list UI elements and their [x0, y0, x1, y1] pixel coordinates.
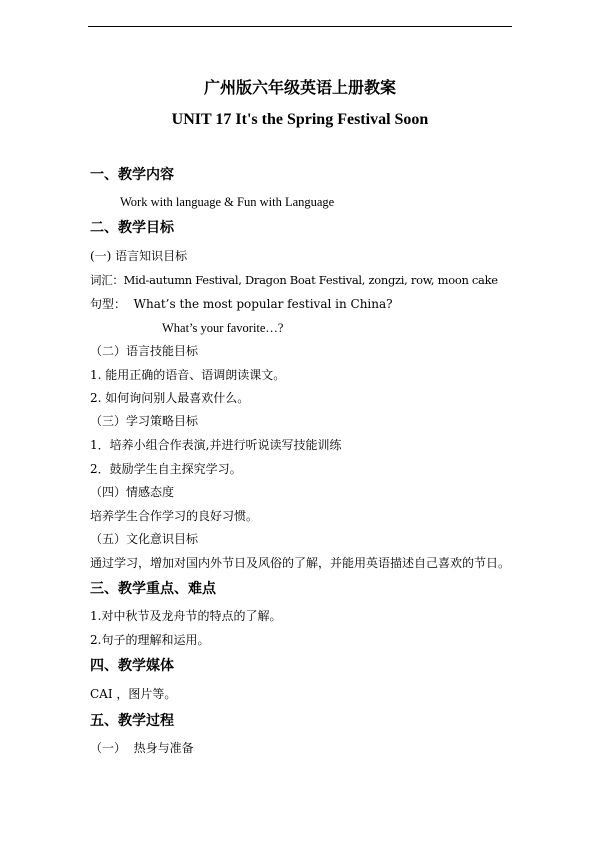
- strategy-item-2: 2．鼓励学生自主探究学习。: [90, 462, 242, 476]
- sentence-pattern-line-2: What’s your favorite…?: [162, 321, 284, 335]
- section-heading-content: 一、教学内容: [90, 167, 174, 183]
- section-heading-media: 四、教学媒体: [90, 658, 174, 674]
- skill-item-1: 1. 能用正确的语音、语调朗读课文。: [90, 368, 286, 382]
- key-point-2: 2.句子的理解和运用。: [90, 633, 210, 647]
- header-rule: [88, 26, 512, 27]
- subheading-attitude: （四）情感态度: [90, 485, 175, 499]
- teaching-content-text: Work with language & Fun with Language: [120, 195, 335, 209]
- section-heading-key-points: 三、教学重点、难点: [90, 581, 216, 597]
- process-step-1: （一） 热身与准备: [90, 741, 194, 755]
- strategy-item-1: 1．培养小组合作表演,并进行听说读写技能训练: [90, 438, 342, 452]
- subheading-language-knowledge: (一) 语言知识目标: [90, 249, 188, 263]
- section-heading-process: 五、教学过程: [90, 713, 174, 729]
- section-heading-objectives: 二、教学目标: [90, 220, 174, 236]
- subheading-cultural-awareness: （五）文化意识目标: [90, 532, 199, 546]
- sentence-pattern-line-1: 句型： What’s the most popular festival in China?: [90, 297, 393, 311]
- cultural-awareness-text: 通过学习，增加对国内外节日及风俗的了解，并能用英语描述自己喜欢的节日。: [90, 556, 511, 570]
- attitude-text: 培养学生合作学习的良好习惯。: [90, 509, 259, 523]
- subheading-learning-strategy: （三）学习策略目标: [90, 414, 199, 428]
- media-text: CAI ，图片等。: [90, 687, 177, 701]
- subheading-language-skills: （二）语言技能目标: [90, 344, 199, 358]
- document-subtitle: UNIT 17 It's the Spring Festival Soon: [171, 111, 429, 128]
- skill-item-2: 2. 如何询问别人最喜欢什么。: [90, 391, 250, 405]
- document-title: 广州版六年级英语上册教案: [203, 78, 396, 97]
- vocabulary-line: 词汇：Mid-autumn Festival, Dragon Boat Festival, zongzi, row, moon cake: [90, 273, 498, 287]
- key-point-1: 1.对中秋节及龙舟节的特点的了解。: [90, 609, 282, 623]
